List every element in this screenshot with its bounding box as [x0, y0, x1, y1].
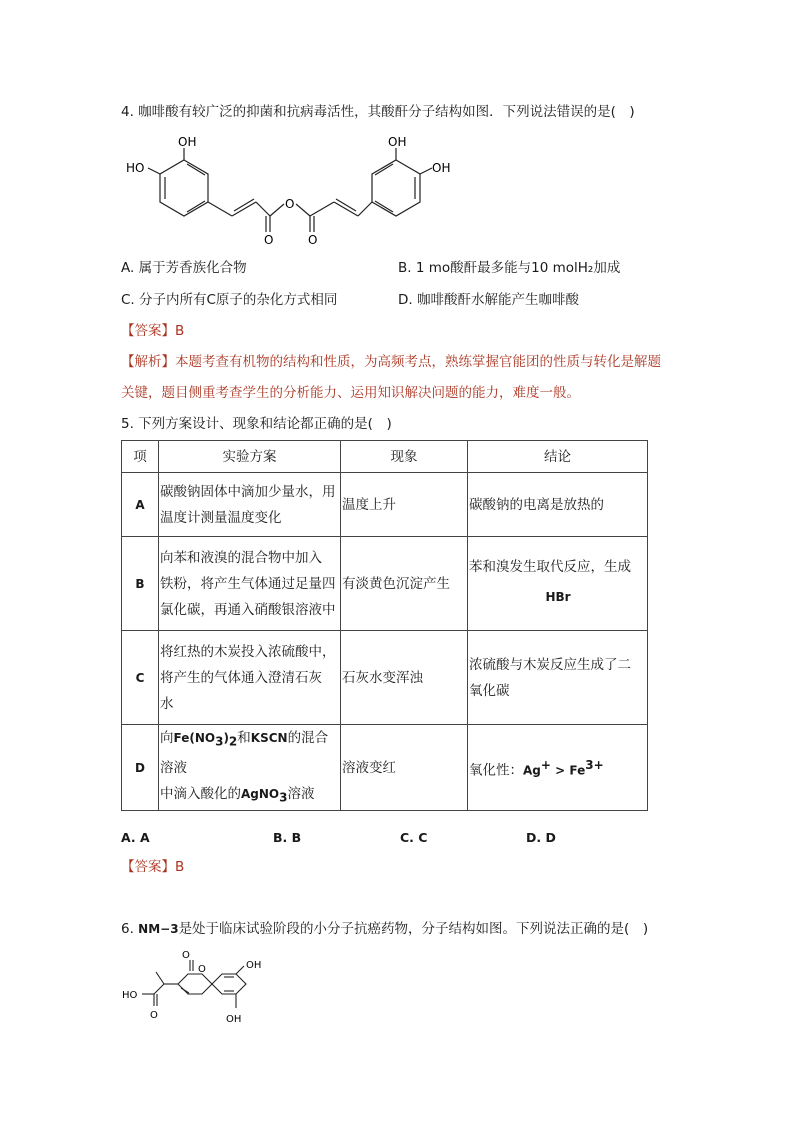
plan-line: 向苯和液溴的混合物中加入 [160, 549, 322, 566]
q6-stem: 6. NM−3是处于临床试验阶段的小分子抗癌药物，分子结构如图。下列说法正确的是( ) [121, 921, 649, 937]
plan-line: 铁粉，将产生气体通过足量四 [160, 575, 336, 592]
conclusion-line: 浓硫酸与木炭反应生成了二 [469, 656, 631, 673]
plan-line: 将产生的气体通入澄清石灰 [160, 669, 322, 686]
left-benzene-ring [160, 160, 208, 216]
label-oh-top-left: OH [178, 135, 197, 149]
q5-experiment-table [121, 440, 648, 811]
row-phenomenon: 溶液变红 [341, 725, 468, 811]
row-label: C [122, 631, 159, 725]
row-phenomenon: 有淡黄色沉淀产生 [341, 537, 468, 631]
table-row [122, 631, 648, 725]
row-label: B [122, 537, 159, 631]
header-conclusion: 结论 [468, 441, 648, 473]
conclusion-line: HBr [545, 589, 571, 604]
q4-option-b: B. 1 mo酸酐最多能与10 molH₂加成 [398, 260, 621, 276]
label-o-carbonyl-left: O [264, 233, 274, 247]
q5-option-b: B. B [273, 830, 302, 845]
plan-line: 中滴入酸化的AgNO$_3$溶液 [160, 785, 315, 805]
q4-analysis-line2: 关键，题目侧重考查学生的分析能力、运用知识解决问题的能力，难度一般。 [121, 385, 580, 401]
analysis-tag: 【解析】 [121, 354, 175, 370]
q4-answer [121, 321, 184, 341]
row-label: D [122, 725, 159, 811]
plan-line: 水 [160, 695, 174, 712]
table-row [122, 537, 648, 631]
table-header-row [122, 441, 648, 473]
label-o-carbonyl: O [182, 950, 190, 961]
label-o-ring: O [198, 964, 206, 975]
q5-option-c: C. C [400, 830, 428, 845]
q5-stem: 5. 下列方案设计、现象和结论都正确的是( ) [121, 416, 392, 432]
conclusion-line: 氧化碳 [469, 682, 510, 699]
q5-option-a: A. A [121, 830, 150, 845]
analysis-text-1: 本题考查有机物的结构和性质，为高频考点，熟练掌握官能团的性质与转化是解题 [175, 354, 661, 370]
row-plan [159, 473, 341, 537]
q4-stem: 4. 咖啡酸有较广泛的抑菌和抗病毒活性，其酸酐分子结构如图．下列说法错误的是( ) [121, 104, 635, 120]
label-o-bridge: O [285, 197, 295, 211]
label-o-carbonyl-right: O [308, 233, 318, 247]
q4-analysis-line1 [121, 352, 661, 372]
q5-answer [121, 857, 184, 877]
plan-line: 碳酸钠固体中滴加少量水，用 [160, 483, 336, 500]
plan-line: 将红热的木炭投入浓硫酸中， [160, 643, 336, 660]
row-plan [159, 537, 341, 631]
label-oh-right: OH [432, 161, 451, 175]
answer-value: B [175, 859, 185, 875]
row-conclusion: 氧化性：$Ag^+ > Fe^{3+}$ [468, 725, 648, 811]
header-item: 项 [122, 441, 159, 473]
table-row [122, 473, 648, 537]
q4-option-d: D. 咖啡酸酐水解能产生咖啡酸 [398, 292, 579, 308]
q4-structure-diagram [120, 130, 460, 248]
row-conclusion [468, 537, 648, 631]
label-ho-left: HO [126, 161, 145, 175]
row-label: A [122, 473, 159, 537]
table-row [122, 725, 648, 811]
pyranone-ring [178, 974, 212, 994]
row-conclusion: 碳酸钠的电离是放热的 [468, 473, 648, 537]
label-o-acid: O [150, 1010, 158, 1021]
q6-structure-diagram [120, 946, 280, 1030]
row-plan [159, 725, 341, 811]
plan-line: 温度计测量温度变化 [160, 509, 282, 526]
answer-value: B [175, 323, 185, 339]
plan-line: 向$Fe(NO_3)_2$和KSCN的混合溶液 [160, 730, 329, 776]
header-plan: 实验方案 [159, 441, 341, 473]
plan-line: 氯化碳，再通入硝酸银溶液中 [160, 601, 336, 618]
label-ho-acid: HO [122, 990, 138, 1001]
conclusion-line: 苯和溴发生取代反应，生成 [469, 558, 631, 575]
row-conclusion [468, 631, 648, 725]
answer-tag: 【答案】 [121, 859, 175, 875]
answer-tag: 【答案】 [121, 323, 175, 339]
q4-option-a: A. 属于芳香族化合物 [121, 260, 247, 276]
label-oh-bottom: OH [226, 1014, 242, 1025]
q5-option-d: D. D [526, 830, 556, 845]
label-oh-top: OH [246, 960, 262, 971]
right-benzene-ring [372, 160, 420, 216]
row-phenomenon: 石灰水变浑浊 [341, 631, 468, 725]
row-plan [159, 631, 341, 725]
q4-option-c: C. 分子内所有C原子的杂化方式相同 [121, 292, 338, 308]
label-oh-top-right: OH [388, 135, 407, 149]
header-phenomenon: 现象 [341, 441, 468, 473]
row-phenomenon: 温度上升 [341, 473, 468, 537]
